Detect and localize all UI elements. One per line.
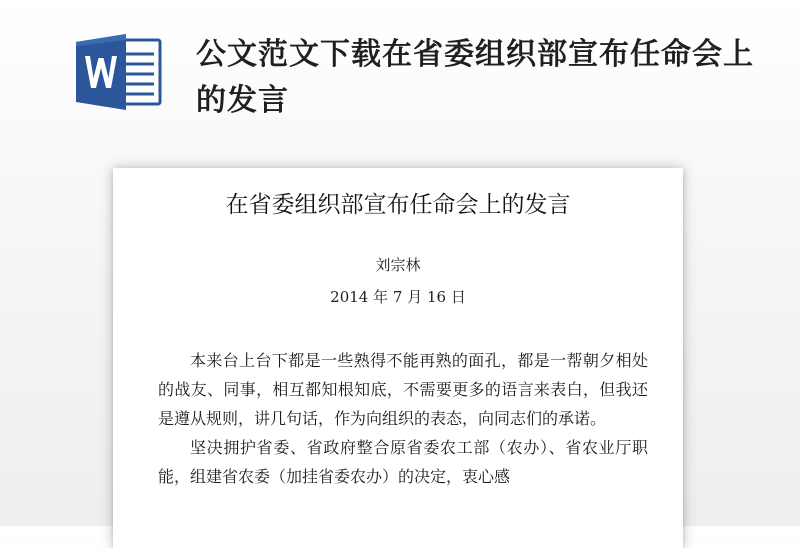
- word-document-icon: [74, 32, 164, 112]
- document-preview: [113, 168, 683, 548]
- paragraph: 坚决拥护省委、省政府整合原省委农工部（农办）、省农业厅职能，组建省农委（加挂省委农办）的决定，衷心感: [158, 438, 648, 486]
- document-author: 刘宗林: [375, 256, 421, 274]
- page-title: 公文范文下载在省委组织部宣布任命会上的发言: [196, 37, 754, 118]
- document-heading: 在省委组织部宣布任命会上的发言: [225, 192, 571, 218]
- paragraph: 本来台上台下都是一些熟得不能再熟的面孔，都是一帮朝夕相处的战友、同事，相互都知根知底，不需要更多的语言来表白，但我还是遵从规则，讲几句话，作为向组织的表态，向同志们的承诺。: [158, 351, 648, 428]
- document-body: [158, 346, 648, 491]
- document-date: 2014 年 7 月 16 日: [330, 288, 466, 306]
